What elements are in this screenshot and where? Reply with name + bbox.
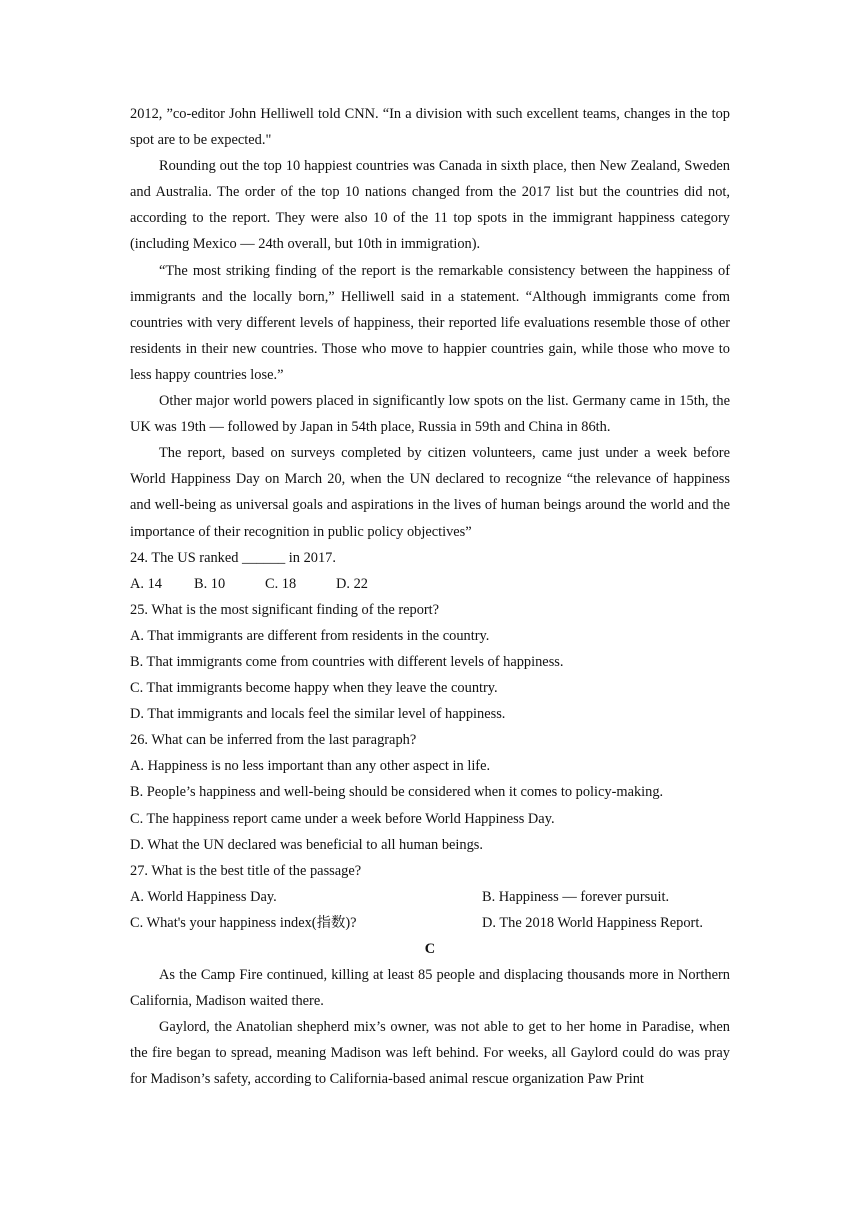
option-a: A. 14 bbox=[130, 575, 162, 592]
option-b: B. 10 bbox=[194, 575, 226, 592]
question-24 bbox=[130, 545, 730, 597]
option-a: A. Happiness is no less important than any other aspect in life. bbox=[130, 758, 491, 775]
paragraph: 2012, ”co-editor John Helliwell told CNN. “In a division with such excellent teams, changes in the top spot are to be expected." bbox=[130, 106, 730, 149]
option-c: C. What's your happiness index(指数)? bbox=[130, 914, 357, 931]
options-row bbox=[130, 884, 730, 910]
option-a: A. That immigrants are different from residents in the country. bbox=[130, 627, 490, 644]
question-27 bbox=[130, 858, 730, 936]
option-c: C. 18 bbox=[265, 575, 297, 592]
question-text: 27. What is the best title of the passage? bbox=[130, 862, 362, 879]
question-text: 26. What can be inferred from the last paragraph? bbox=[130, 732, 417, 749]
question-25 bbox=[130, 597, 730, 727]
section-heading: C bbox=[424, 941, 436, 957]
option-c: C. That immigrants become happy when they leave the country. bbox=[130, 680, 498, 697]
paragraph: The report, based on surveys completed by citizen volunteers, came just under a week before World Happiness Day on March 20, when the UN declared to recognize “the relevance of happiness and well-being as universal goals and aspirations in the lives of human beings around the world and the importance of their recognition in public policy objectives” bbox=[130, 445, 730, 540]
option-a: A. World Happiness Day. bbox=[130, 888, 277, 905]
paragraph: “The most striking finding of the report is the remarkable consistency between the happiness of immigrants and the locally born,” Helliwell said in a statement. “Although immigrants come from countries with very different levels of happiness, their reported life evaluations resemble those of other residents in their new countries. Those who move to happier countries gain, while those who move to less happy countries lose.” bbox=[130, 262, 730, 383]
paragraph: Other major world powers placed in significantly low spots on the list. Germany came in 15th, the UK was 19th — followed by Japan in 54th place, Russia in 59th and China in 86th. bbox=[130, 393, 730, 436]
option-d: D. 22 bbox=[336, 575, 368, 592]
question-text: 25. What is the most significant finding of the report? bbox=[130, 601, 440, 618]
paragraph: As the Camp Fire continued, killing at least 85 people and displacing thousands more in Northern California, Madison waited there. bbox=[130, 967, 730, 1010]
question-options bbox=[130, 571, 730, 597]
question-26 bbox=[130, 727, 730, 857]
option-b: B. People’s happiness and well-being should be considered when it comes to policy-making. bbox=[130, 784, 664, 801]
options-row bbox=[130, 910, 730, 936]
option-d: D. The 2018 World Happiness Report. bbox=[482, 914, 703, 931]
option-d: D. That immigrants and locals feel the similar level of happiness. bbox=[130, 706, 506, 723]
question-text: 24. The US ranked ______ in 2017. bbox=[130, 549, 336, 566]
paragraph: Rounding out the top 10 happiest countries was Canada in sixth place, then New Zealand, Sweden and Australia. The order of the top 10 nations changed from the 2017 list but the countries did not, according to the report. They were also 10 of the 11 top spots in the immigrant happiness category (including Mexico — 24th overall, but 10th in immigration). bbox=[130, 158, 730, 253]
paragraph: Gaylord, the Anatolian shepherd mix’s owner, was not able to get to her home in Paradise, when the fire began to spread, meaning Madison was left behind. For weeks, all Gaylord could do was pray for Madison’s safety, according to California-based animal rescue organization Paw Print bbox=[130, 1019, 730, 1088]
document-body bbox=[130, 101, 730, 1093]
option-b: B. That immigrants come from countries with different levels of happiness. bbox=[130, 653, 564, 670]
option-d: D. What the UN declared was beneficial to all human beings. bbox=[130, 836, 483, 853]
option-c: C. The happiness report came under a week before World Happiness Day. bbox=[130, 810, 555, 827]
option-b: B. Happiness — forever pursuit. bbox=[482, 888, 670, 905]
